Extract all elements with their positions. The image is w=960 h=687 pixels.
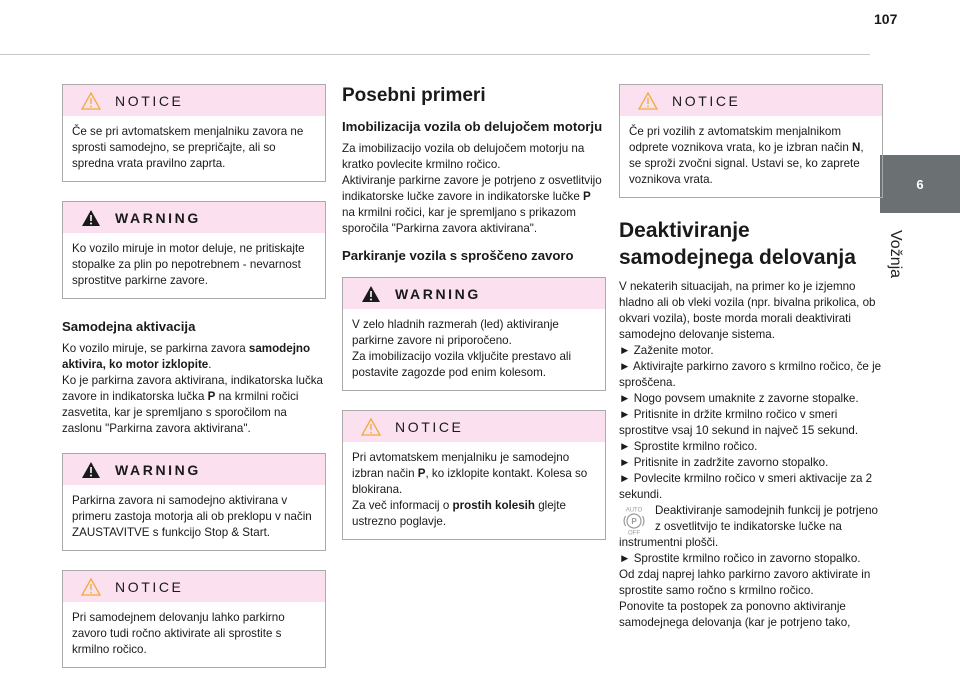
step: ► Pritisnite in zadržite zavorno stopalko. bbox=[619, 456, 829, 469]
warning-box bbox=[62, 453, 326, 551]
notice-icon bbox=[638, 92, 658, 110]
icon-text-bottom: OFF bbox=[628, 530, 640, 535]
text-line bbox=[352, 498, 597, 530]
warning-title: WARNING bbox=[115, 461, 201, 478]
bold-span: samodejno aktivira, ko motor izklopite bbox=[62, 342, 311, 371]
notice-title: NOTICE bbox=[395, 418, 464, 435]
notice-header bbox=[620, 85, 882, 116]
warning-icon bbox=[361, 285, 381, 303]
notice-text: Pri samodejnem delovanju lahko parkirno zavoro tudi ročno aktivirate ali sprostite s krmilno ročico. bbox=[72, 611, 285, 656]
text-span: , ko izklopite kontakt. Kolesa so blokirana. bbox=[352, 467, 588, 496]
link-free-wheels[interactable]: prostih kolesih bbox=[452, 499, 535, 512]
warning-icon bbox=[81, 461, 101, 479]
paragraph bbox=[62, 341, 326, 373]
text-span: na krmilni ročici zasvetita, kar je spremljano s sporočilom na zaslonu "Parkirna zavora aktivirana". bbox=[62, 390, 299, 435]
warning-header bbox=[63, 454, 325, 485]
notice-header bbox=[63, 571, 325, 602]
section-heading: Samodejna aktivacija bbox=[62, 319, 196, 334]
notice-header bbox=[63, 85, 325, 116]
bold-span: P bbox=[207, 390, 216, 403]
warning-box bbox=[62, 201, 326, 299]
paragraph bbox=[62, 373, 326, 437]
icon-text-top: AUTO bbox=[625, 507, 643, 514]
notice-title: NOTICE bbox=[115, 578, 184, 595]
warning-header bbox=[63, 202, 325, 233]
text-span: Deaktiviranje samodejnih funkcij je potrjeno z osvetlitvijo te indikatorske lučke na instrumentni plošči. bbox=[619, 504, 878, 549]
warning-text: Ko vozilo miruje in motor deluje, ne pritiskajte stopalke za plin po nepotrebnem - nevarnost sprostitve parkirne zavore. bbox=[72, 242, 305, 287]
column-middle bbox=[342, 84, 606, 559]
column-right bbox=[619, 84, 883, 631]
paragraph bbox=[342, 173, 606, 237]
text-span: glejte ustrezno poglavje. bbox=[352, 499, 566, 528]
warning-text bbox=[343, 309, 605, 390]
text-span: Za več informacij o bbox=[352, 499, 453, 512]
text-line bbox=[352, 450, 597, 498]
text-line: Za imobilizacijo vozila vključite prestavo ali postavite zagozde pod enim kolesom. bbox=[352, 350, 572, 379]
bold-span: P bbox=[417, 467, 426, 480]
step: ► Zaženite motor. bbox=[619, 344, 714, 357]
text-span: Aktiviranje parkirne zavore je potrjeno z osvetlitvijo indikatorske lučke zavore in indikatorske lučke bbox=[342, 174, 602, 203]
notice-title: NOTICE bbox=[672, 92, 741, 109]
subsection-heading: Imobilizacija vozila ob delujočem motorju bbox=[342, 119, 603, 134]
section-heading: Deaktiviranje samodejnega delovanja bbox=[619, 219, 856, 269]
page-number: 107 bbox=[874, 11, 898, 27]
parking-auto-off-icon bbox=[619, 505, 649, 535]
notice-header bbox=[343, 411, 605, 442]
text-span: . bbox=[208, 358, 212, 371]
warning-icon bbox=[81, 209, 101, 227]
column-left bbox=[62, 84, 326, 687]
top-rule bbox=[0, 54, 870, 55]
step: ► Nogo povsem umaknite z zavorne stopalke. bbox=[619, 392, 859, 405]
notice-icon bbox=[361, 418, 381, 436]
text-span: Pri avtomatskem menjalniku je samodejno izbran način bbox=[352, 451, 570, 480]
text-span: Ko vozilo miruje, se parkirna zavora bbox=[62, 342, 249, 355]
text-span: Ko je parkirna zavora aktivirana, indikatorska lučka zavore in indikatorska lučka bbox=[62, 374, 323, 403]
chapter-tab[interactable]: 6 bbox=[880, 155, 960, 213]
warning-header bbox=[343, 278, 605, 309]
paragraph: Za imobilizacijo vozila ob delujočem motorju na kratko povlecite krmilno ročico. bbox=[342, 142, 585, 171]
bold-span: N bbox=[851, 141, 861, 154]
notice-box bbox=[62, 570, 326, 668]
text-span: , se sproži zvočni signal. Ustavi se, ko zaprete voznikova vrata. bbox=[629, 141, 864, 186]
notice-title: NOTICE bbox=[115, 92, 184, 109]
notice-text bbox=[343, 442, 605, 539]
step: ► Sprostite krmilno ročico. bbox=[619, 440, 758, 453]
svg-text:P: P bbox=[631, 517, 637, 526]
notice-box bbox=[619, 84, 883, 198]
warning-title: WARNING bbox=[115, 209, 201, 226]
text-span: na krmilni ročici, kar je spremljano s prikazom sporočila "Parkirna zavora aktivirana". bbox=[342, 206, 576, 235]
step: ► Aktivirajte parkirno zavoro s krmilno ročico, če je sproščena. bbox=[619, 360, 882, 389]
chapter-title: Vožnja bbox=[887, 230, 904, 279]
text-span: Če pri vozilih z avtomatskim menjalnikom odprete voznikova vrata, ko je izbran način bbox=[629, 125, 852, 154]
bold-span: P bbox=[583, 190, 591, 203]
notice-box bbox=[62, 84, 326, 182]
section-heading: Posebni primeri bbox=[342, 85, 486, 106]
text-line: V zelo hladnih razmerah (led) aktiviranje parkirne zavore ni priporočeno. bbox=[352, 318, 559, 347]
step: ► Pritisnite in držite krmilno ročico v smeri sprostitve vsaj 10 sekund in največ 15 sekund. bbox=[619, 408, 859, 437]
step: ► Sprostite krmilno ročico in zavorno stopalko. bbox=[619, 552, 861, 565]
paragraph: Od zdaj naprej lahko parkirno zavoro aktivirate in sprostite samo ročno s krmilno ročico. bbox=[619, 568, 871, 597]
notice-text: Če se pri avtomatskem menjalniku zavora ne sprosti samodejno, se prepričajte, ali so spredna vrata pravilno zaprta. bbox=[72, 125, 304, 170]
notice-text bbox=[620, 116, 882, 197]
notice-icon bbox=[81, 92, 101, 110]
step: ► Povlecite krmilno ročico v smeri aktivacije za 2 sekundi. bbox=[619, 472, 873, 501]
paragraph: V nekaterih situacijah, na primer ko je izjemno hladno ali ob vleki vozila (npr. bivalna prikolica, ob okvari vozila), boste morda morali deaktivirati samodejno delovanje sistema. bbox=[619, 280, 876, 341]
paragraph bbox=[619, 503, 883, 551]
warning-text: Parkirna zavora ni samodejno aktivirana v primeru zastoja motorja ali ob preklopu v način ZAUSTAVITVE s funkcijo Stop & Start. bbox=[72, 494, 312, 539]
subsection-heading: Parkiranje vozila s sproščeno zavoro bbox=[342, 248, 574, 263]
paragraph: Ponovite ta postopek za ponovno aktiviranje samodejnega delovanja (kar je potrjeno tako, bbox=[619, 600, 851, 629]
notice-box bbox=[342, 410, 606, 540]
notice-icon bbox=[81, 578, 101, 596]
warning-title: WARNING bbox=[395, 285, 481, 302]
warning-box bbox=[342, 277, 606, 391]
